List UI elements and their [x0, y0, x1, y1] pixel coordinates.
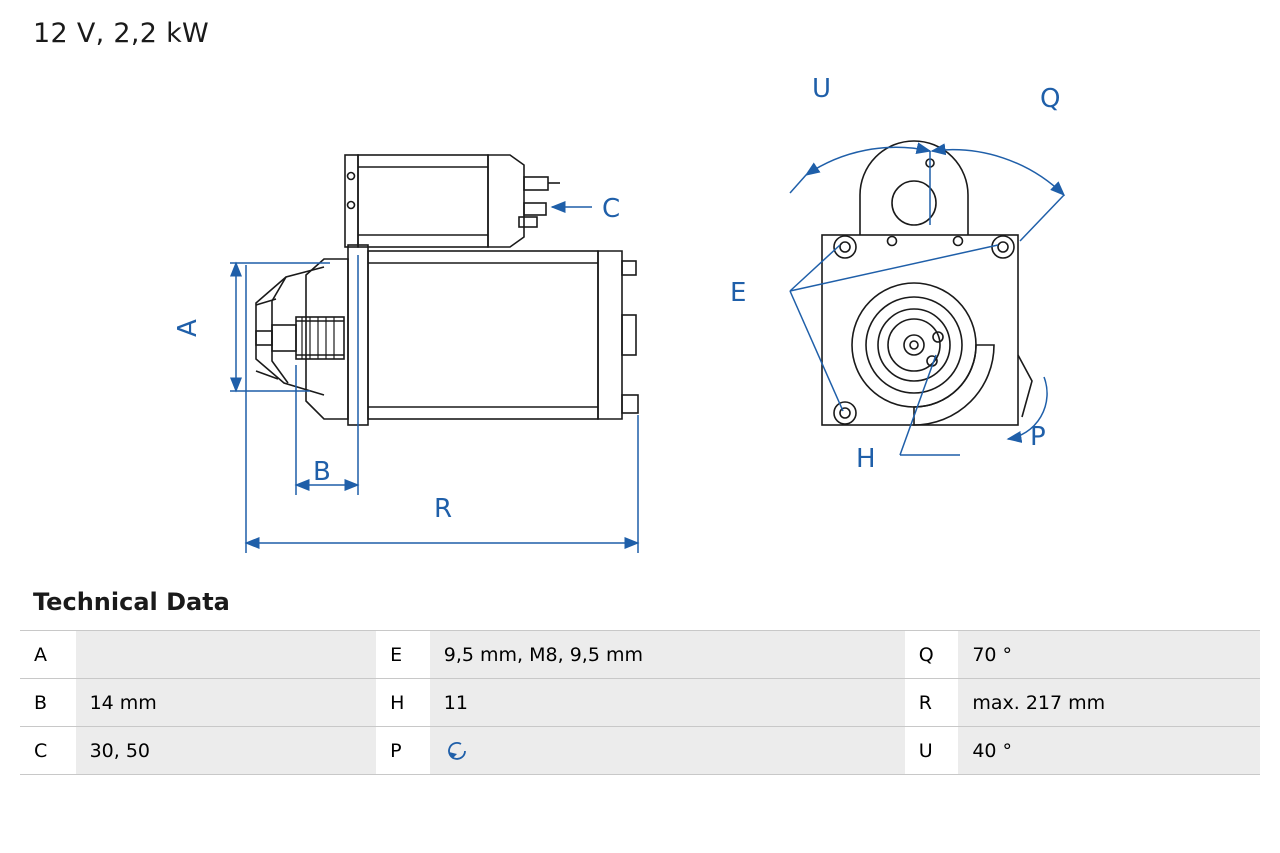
row-value-a	[76, 631, 377, 679]
technical-data-heading: Technical Data	[33, 588, 230, 616]
front-view-labels	[730, 74, 1060, 474]
row-value-p	[430, 727, 905, 775]
row-key-c: C	[20, 727, 76, 775]
technical-drawing	[0, 55, 1280, 575]
label-a: A	[173, 319, 203, 337]
label-b: B	[313, 457, 331, 487]
label-h: H	[856, 444, 876, 474]
label-r: R	[434, 494, 453, 524]
row-key-a: A	[20, 631, 76, 679]
table-row	[20, 631, 1260, 679]
row-value-b: 14 mm	[76, 679, 377, 727]
table-row	[20, 679, 1260, 727]
rotation-direction-icon	[444, 738, 470, 764]
front-view-outline	[822, 141, 1032, 425]
row-key-r: R	[905, 679, 959, 727]
row-value-e: 9,5 mm, M8, 9,5 mm	[430, 631, 905, 679]
row-key-u: U	[905, 727, 959, 775]
row-value-h: 11	[430, 679, 905, 727]
row-key-b: B	[20, 679, 76, 727]
front-view-callouts	[790, 147, 1064, 455]
technical-data-table	[20, 630, 1260, 775]
page-title: 12 V, 2,2 kW	[33, 18, 210, 49]
row-key-h: H	[376, 679, 430, 727]
label-p: P	[1030, 422, 1046, 452]
row-value-r: max. 217 mm	[958, 679, 1260, 727]
table-row	[20, 727, 1260, 775]
label-q: Q	[1040, 84, 1061, 114]
side-view-outline	[256, 155, 638, 425]
row-value-c: 30, 50	[76, 727, 377, 775]
row-key-p: P	[376, 727, 430, 775]
row-value-q: 70 °	[958, 631, 1260, 679]
row-key-e: E	[376, 631, 430, 679]
label-c: C	[602, 194, 621, 224]
dimension-labels	[173, 194, 620, 524]
label-u: U	[812, 74, 832, 104]
row-key-q: Q	[905, 631, 959, 679]
row-value-u: 40 °	[958, 727, 1260, 775]
label-e: E	[730, 278, 747, 308]
